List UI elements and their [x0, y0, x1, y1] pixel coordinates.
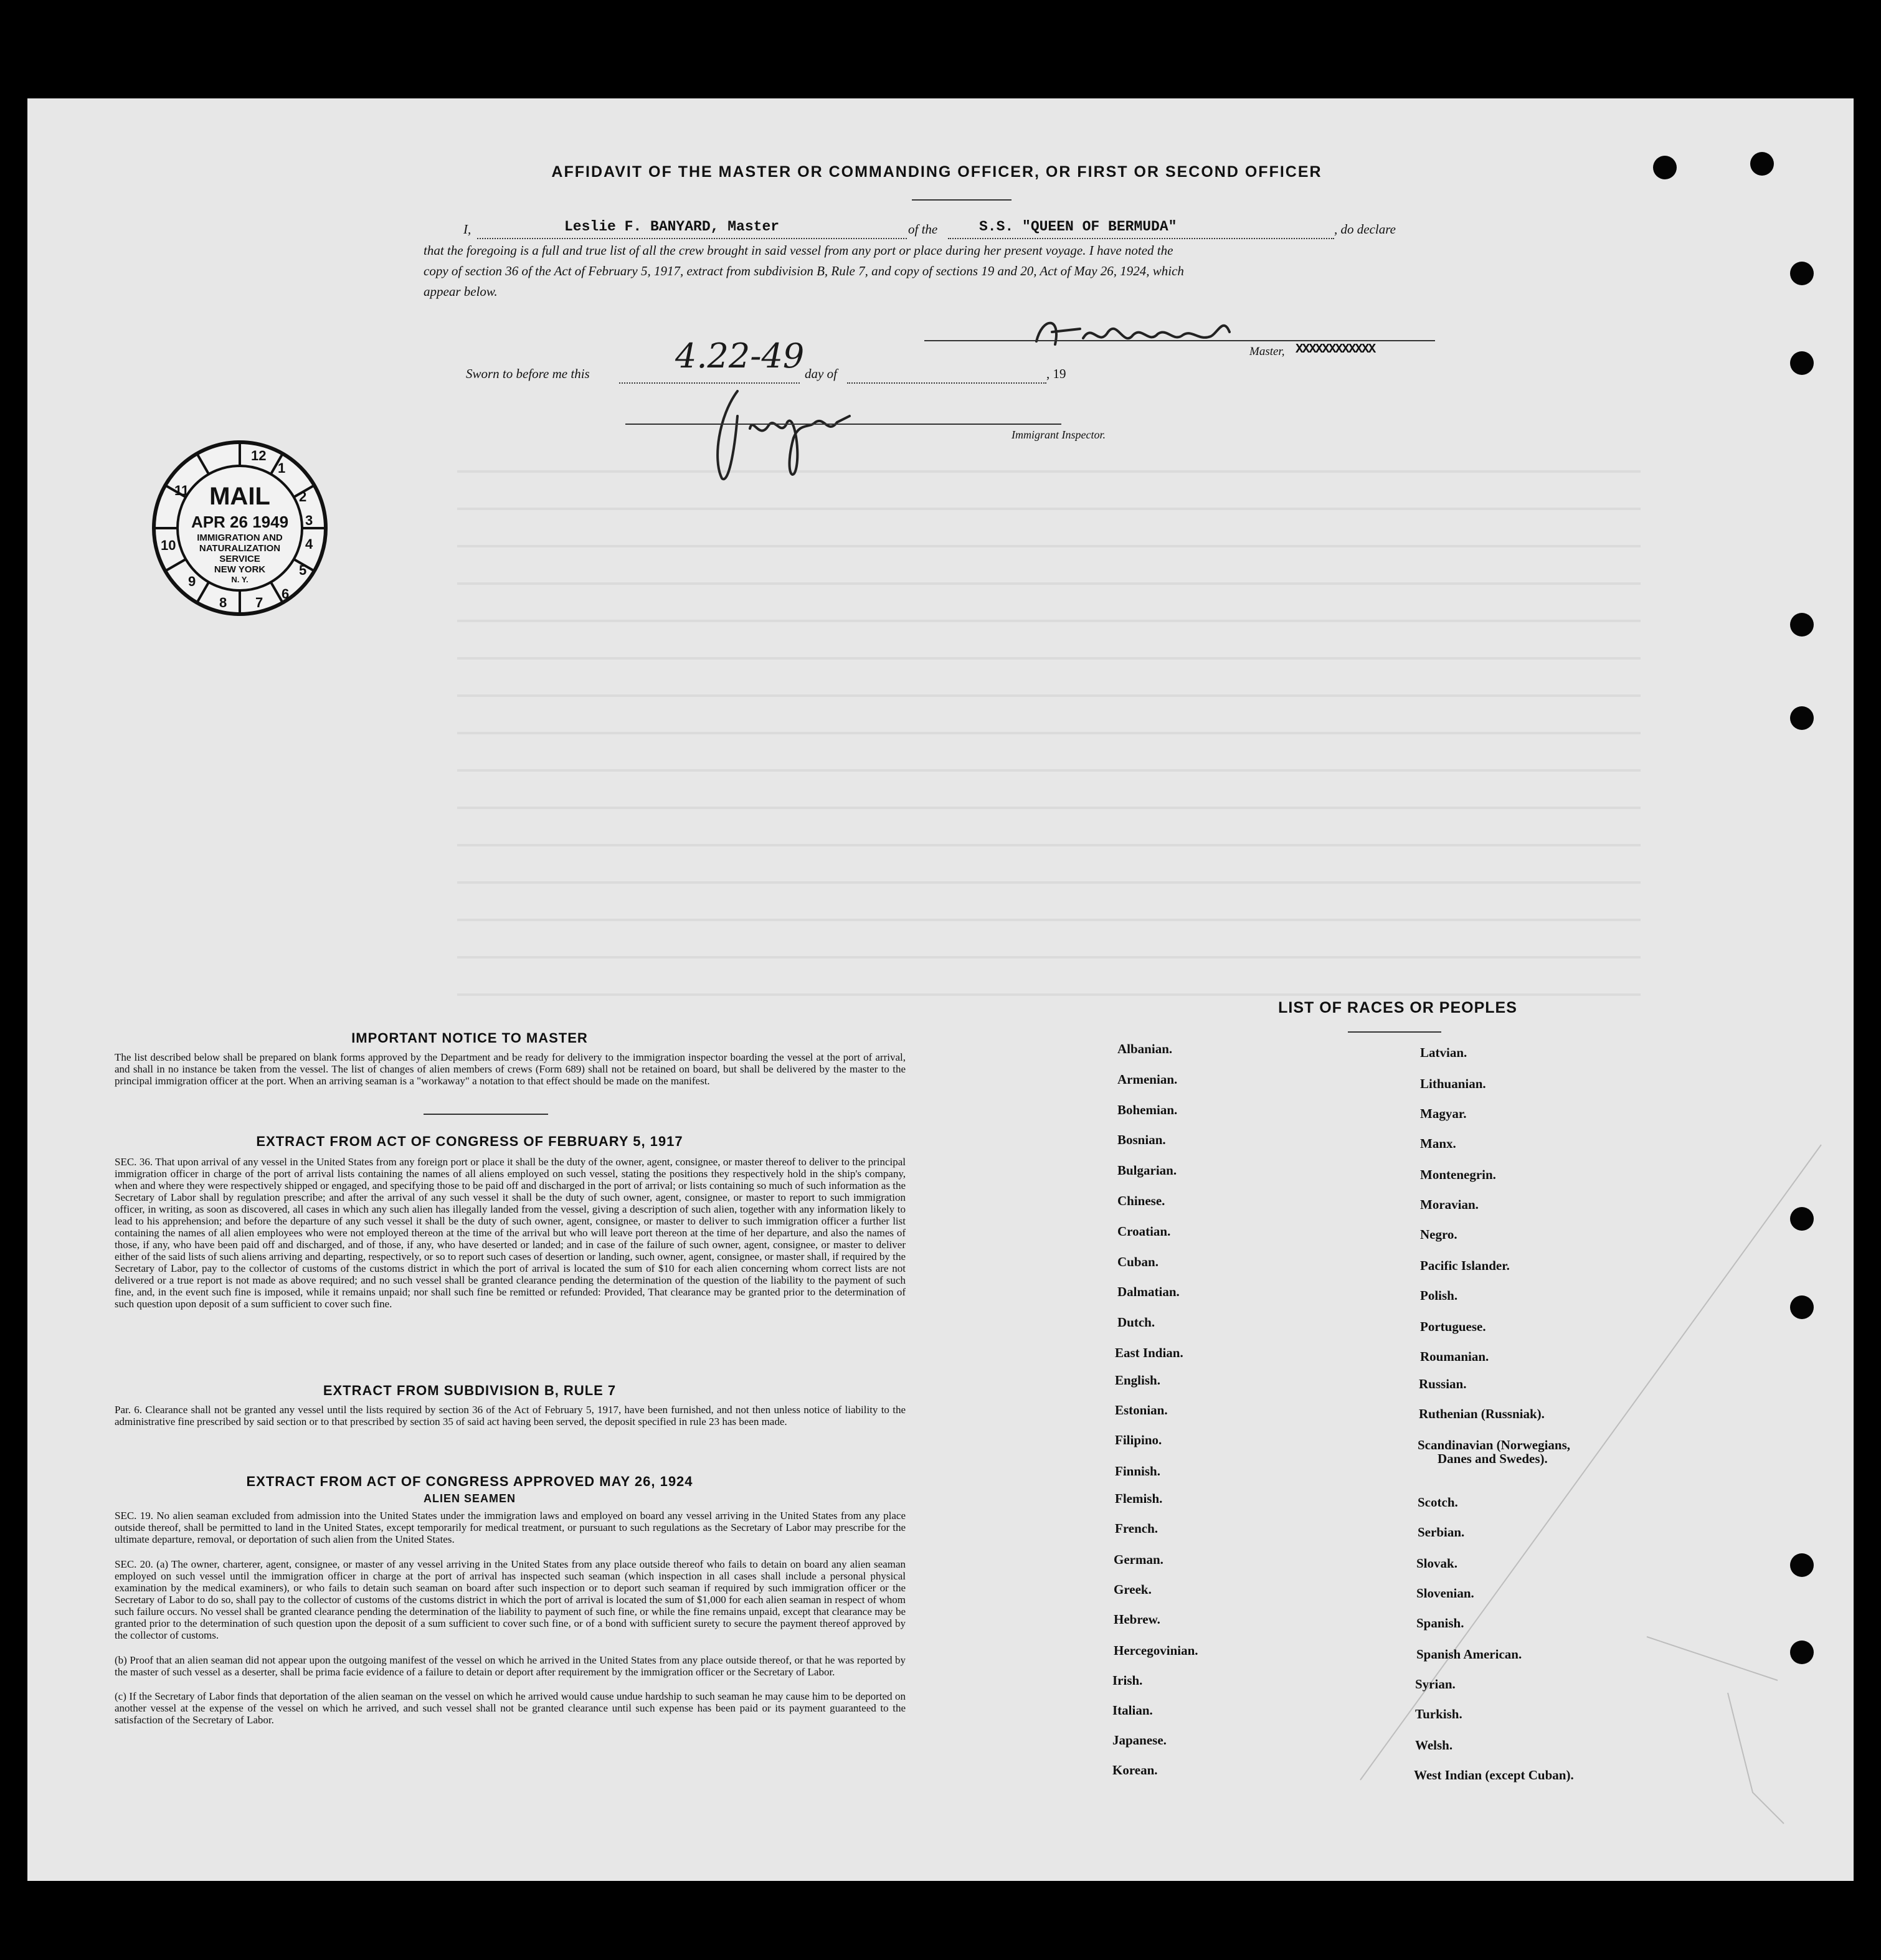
master-label: Master, [1249, 345, 1285, 358]
rule7-title: EXTRACT FROM SUBDIVISION B, RULE 7 [323, 1383, 617, 1398]
race-item: Syrian. [1415, 1677, 1456, 1692]
vessel-name-value: S.S. "QUEEN OF BERMUDA" [979, 219, 1177, 235]
stamp-num: 11 [174, 483, 189, 498]
extract-1917-text: SEC. 36. That upon arrival of any vessel in the United States from any foreign port or place it shall be the duty of the owner, agent, consignee, or master thereof to deliver to the principal immigration officer in charge of the port of arrival lists containing the names of all aliens employed on such vessel, stating the positions they respectively hold in the ship's company, when and where they were respectively shipped or engaged, and specifying those to be paid off and discharged in the port of arrival; or lists containing so much of such information as the Secretary of Labor shall by regulation prescribe; and after the arrival of any such vessel it shall be the duty of such owner, agent, consignee, or master to report to such immigration officer, in writing, as soon as discovered, all cases in which any such alien has illegally landed from the vessel, giving a description of such alien, together with any information likely to lead to his apprehension; and before the departure of any such vessel it shall be the duty of such owner, agent, consignee, or master to deliver to such immigration officer a further list containing the names of all alien employees who were not employed thereon at the time of the arrival but who will leave port thereon at the time of her departure, and also the names of those, if any, who have been paid off and discharged, and of those, if any, who have deserted or landed; and in case of the failure of such owner, agent, consignee, or master to deliver either of the said lists of such aliens arriving and departing, respectively, or so to report such cases of desertion or landing, such owner, agent, consignee, or master shall, if required by the Secretary of Labor, pay to the collector of customs of the customs district in which the port of arrival is located the sum of $10 for each alien concerning whom correct lists are not delivered or a true report is not made as above required; and no such vessel shall be granted clearance pending the determination of the question of the liability to the payment of such fine, and, in the event such fine is imposed, while it remains unpaid; nor shall such fine be remitted or refunded: Provided, That clearance may be granted prior to the determination of such question upon deposit of a sum sufficient to cover such fine. [115, 1156, 906, 1310]
stamp-num: 8 [219, 595, 227, 610]
race-item: Albanian. [1117, 1041, 1173, 1056]
sworn-label: Sworn to before me this [466, 366, 590, 381]
race-item: Negro. [1420, 1227, 1457, 1242]
race-item: Irish. [1112, 1673, 1143, 1688]
race-item: Turkish. [1415, 1707, 1462, 1721]
race-item: Danes and Swedes). [1438, 1451, 1548, 1466]
stamp-line: NEW YORK [214, 564, 266, 575]
title-divider [912, 199, 1012, 201]
immigration-stamp [149, 438, 330, 618]
race-item: Portuguese. [1420, 1319, 1486, 1334]
race-item: Manx. [1420, 1136, 1456, 1151]
month-line [847, 367, 1046, 384]
race-item: Bosnian. [1117, 1132, 1166, 1147]
race-item: Moravian. [1420, 1197, 1479, 1212]
of-the-label: of the [908, 222, 938, 237]
race-item: Filipino. [1115, 1432, 1162, 1447]
sworn-date-handwritten: 4.22-49 [675, 336, 805, 376]
sec20c-text: (c) If the Secretary of Labor finds that deportation of the alien seaman on the vessel on which he arrived would cause undue hardship to such seaman he may cause him to be deported on another vessel at the expense of the vessel on which he arrived, and such vessel shall not be granted clearance until such expense has been paid or its payment guaranteed to the satisfaction of the Secretary of Labor. [115, 1690, 906, 1726]
stamp-num: 5 [299, 562, 307, 578]
stamp-num: 12 [251, 448, 267, 463]
race-item: Scotch. [1418, 1495, 1458, 1510]
sec19-text: SEC. 19. No alien seaman excluded from admission into the United States under the immigration laws and employed on board any vessel arriving in the United States from any place outside thereof, shall be permitted to land in the United States, except temporarily for medical treatment, or pursuant to such regulations as the Secretary of Labor may prescribe for the ultimate departure, removal, or deportation of such alien from the United States. [115, 1510, 906, 1545]
race-item: Roumanian. [1420, 1349, 1489, 1364]
stamp-num: 3 [305, 513, 313, 528]
race-item: Korean. [1112, 1763, 1158, 1778]
races-title-divider [1348, 1031, 1441, 1033]
stamp-line: N. Y. [231, 575, 249, 584]
stamp-num: 9 [188, 574, 196, 589]
race-item: Pacific Islander. [1420, 1258, 1510, 1273]
inspector-signature-line [625, 424, 1061, 425]
year-prefix: , 19 [1046, 366, 1066, 381]
rule7-text: Par. 6. Clearance shall not be granted any vessel until the lists required by section 36 of the Act of February 5, 1917, have been furnished, and not then unless notice of liability to the administrative fine prescribed by said section or to that prescribed by section 35 of said act having been served, the deposit specified in rule 23 has been made. [115, 1404, 906, 1427]
stamp-date: APR 26 1949 [191, 513, 289, 531]
race-item: Welsh. [1415, 1738, 1453, 1753]
race-item: Greek. [1114, 1582, 1152, 1597]
race-item: Flemish. [1115, 1491, 1163, 1506]
stamp-num: 10 [161, 537, 176, 553]
race-item: East Indian. [1115, 1345, 1183, 1360]
section-divider [424, 1114, 548, 1115]
stamp-num: 6 [282, 586, 290, 602]
extract-1924-title: EXTRACT FROM ACT OF CONGRESS APPROVED MAY 26, 1924 [246, 1474, 693, 1489]
race-item: Hercegovinian. [1114, 1643, 1198, 1658]
do-declare-label: , do declare [1334, 222, 1396, 237]
stamp-line: NATURALIZATION [199, 543, 281, 554]
race-item: Russian. [1419, 1376, 1467, 1391]
race-item: Croatian. [1117, 1224, 1171, 1239]
affidavit-title: AFFIDAVIT OF THE MASTER OR COMMANDING OFFICER, OR FIRST OR SECOND OFFICER [551, 163, 1322, 181]
race-item: French. [1115, 1521, 1158, 1536]
race-item: Slovenian. [1416, 1586, 1474, 1601]
stamp-num: 1 [278, 460, 286, 476]
master-name-value: Leslie F. BANYARD, Master [564, 219, 780, 235]
race-item: Dalmatian. [1117, 1284, 1180, 1299]
race-item: Italian. [1112, 1703, 1153, 1718]
race-item: Finnish. [1115, 1464, 1160, 1479]
race-item: Estonian. [1115, 1403, 1168, 1418]
race-item: Lithuanian. [1420, 1076, 1486, 1091]
race-item: Hebrew. [1114, 1612, 1160, 1627]
master-signature [1024, 304, 1261, 360]
master-signature-line [924, 340, 1435, 341]
stamp-num: 7 [255, 595, 263, 610]
race-item: Serbian. [1418, 1525, 1465, 1540]
race-item: Bulgarian. [1117, 1163, 1177, 1178]
race-item: Polish. [1420, 1288, 1458, 1303]
stamp-num: 2 [299, 489, 307, 504]
notice-title: IMPORTANT NOTICE TO MASTER [351, 1030, 588, 1046]
race-item: Dutch. [1117, 1315, 1155, 1330]
extract-1924-subtitle: ALIEN SEAMEN [423, 1492, 516, 1505]
notice-text: The list described below shall be prepared on blank forms approved by the Department and be ready for delivery to the immigration inspector boarding the vessel at the port of arrival, and shall in no instance be taken from the vessel. The list of changes of alien members of crews (Form 689) shall not be retained on board, but shall be delivered by the master to the principal immigration officer at the port. When an arriving seaman is a "workaway" a notation to that effect should be made on the manifest. [115, 1051, 906, 1087]
affidavit-line-2: that the foregoing is a full and true list of all the crew brought in said vessel from any port or place during her present voyage. I have noted the [424, 243, 1173, 258]
day-of-label: day of [805, 366, 837, 381]
sec20b-text: (b) Proof that an alien seaman did not appear upon the outgoing manifest of the vessel on which he arrived in the United States from any place outside thereof, or that he was reported by the master of such vessel as a deserter, shall be prima facie evidence of a failure to detain or deport after requirement by the immigration officer or the Secretary of Labor. [115, 1654, 906, 1678]
inspector-label: Immigrant Inspector. [1012, 428, 1106, 441]
stamp-line: SERVICE [219, 554, 260, 564]
master-struck-text: XXXXXXXXXXXX [1296, 343, 1375, 357]
race-item: Spanish. [1416, 1616, 1464, 1631]
race-item: Cuban. [1117, 1254, 1158, 1269]
race-item: Chinese. [1117, 1193, 1165, 1208]
race-item: Slovak. [1416, 1556, 1457, 1571]
race-item: Armenian. [1117, 1072, 1178, 1087]
race-item: Japanese. [1112, 1733, 1167, 1748]
affidavit-pronoun: I, [463, 222, 471, 237]
stamp-mail: MAIL [209, 483, 270, 510]
inspector-signature [675, 379, 874, 491]
race-item: West Indian (except Cuban). [1414, 1768, 1574, 1782]
stamp-line: IMMIGRATION AND [197, 533, 283, 543]
race-item: Ruthenian (Russniak). [1419, 1406, 1545, 1421]
extract-1917-title: EXTRACT FROM ACT OF CONGRESS OF FEBRUARY 5, 1917 [256, 1134, 683, 1149]
race-item: Magyar. [1420, 1106, 1467, 1121]
race-item: Latvian. [1420, 1045, 1467, 1060]
race-item: Montenegrin. [1420, 1167, 1496, 1182]
affidavit-line-4: appear below. [424, 284, 498, 299]
race-item: Spanish American. [1416, 1647, 1522, 1662]
document-page [27, 98, 1854, 1881]
races-title: LIST OF RACES OR PEOPLES [1278, 999, 1517, 1016]
sec20a-text: SEC. 20. (a) The owner, charterer, agent, consignee, or master of any vessel arriving in the United States from any place outside thereof who fails to detain on board any alien seaman employed on such vessel until the immigration officer in charge at the port of arrival has inspected such seaman (which inspection in all cases shall include a personal physical examination by the medical examiners), or who fails to detain such seaman on board after such inspection or to deport such seaman if required by such immigration officer or the Secretary of Labor to do so, shall pay to the collector of customs of the customs district in which the port of arrival is located the sum of $1,000 for each alien seaman in respect of whom such failure occurs. No vessel shall be granted clearance pending the determination of the liability to payment of such fine, or while the fine remains unpaid, except that clearance may be granted prior to the determination of such question upon the deposit of a sum sufficient to cover such fine, or of a bond with sufficient surety to secure the payment thereof approved by the collector of customs. [115, 1558, 906, 1641]
race-item: German. [1114, 1552, 1163, 1567]
race-item: Scandinavian (Norwegians, [1418, 1437, 1571, 1452]
stamp-num: 4 [305, 536, 313, 552]
affidavit-line-3: copy of section 36 of the Act of February 5, 1917, extract from subdivision B, Rule 7, and copy of sections 19 and 20, Act of May 26, 1924, which [424, 263, 1184, 278]
race-item: English. [1115, 1373, 1160, 1388]
race-item: Bohemian. [1117, 1102, 1178, 1117]
